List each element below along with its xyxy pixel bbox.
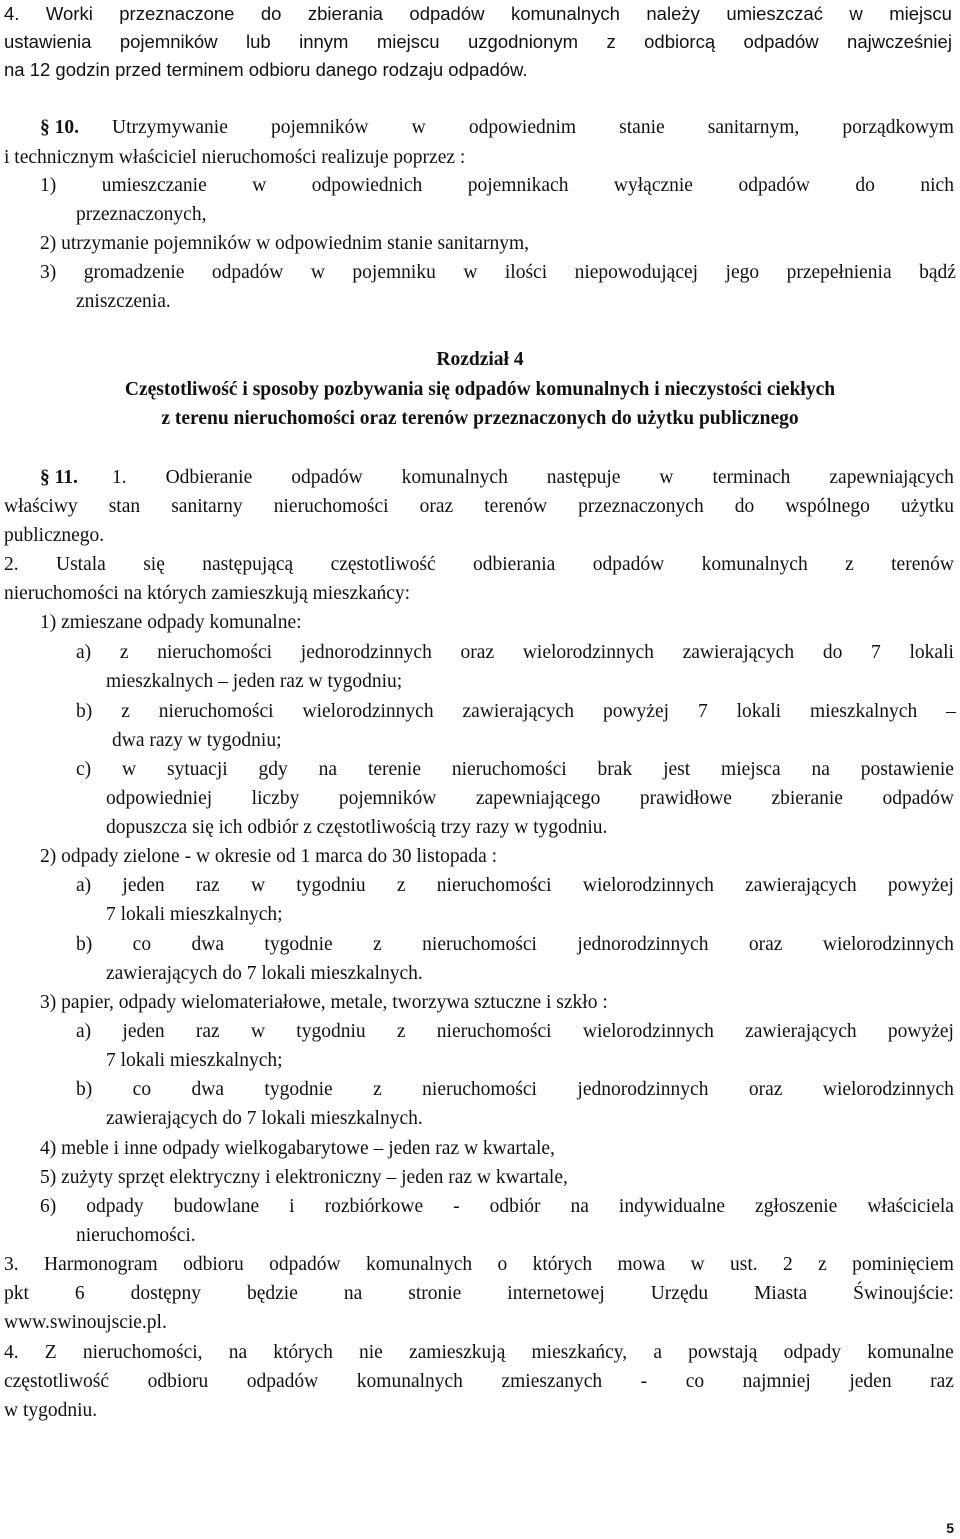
- word: wyłącznie: [613, 175, 693, 196]
- word: komunalnych: [365, 1254, 473, 1275]
- word: powyżej: [602, 701, 670, 722]
- word: odpady: [86, 1196, 144, 1217]
- word: przeznaczone: [119, 3, 235, 24]
- word: o: [497, 1254, 508, 1275]
- word: miejscu: [376, 31, 440, 52]
- word: się: [143, 554, 165, 575]
- word: odbierania: [473, 554, 556, 575]
- word: z: [373, 934, 382, 955]
- word: w: [849, 3, 863, 24]
- word: będzie: [247, 1283, 298, 1304]
- word: do: [734, 496, 755, 517]
- text-line: [106, 787, 954, 811]
- word: lub: [245, 31, 271, 52]
- word: Harmonogram: [43, 1254, 158, 1275]
- word: bądź: [919, 262, 956, 283]
- section-mark: § 11.: [40, 467, 78, 488]
- word: powstają: [688, 1342, 758, 1363]
- text-line: publicznego.: [4, 525, 105, 546]
- word: jeden: [122, 875, 165, 896]
- text-line: 7 lokali mieszkalnych;: [106, 904, 283, 925]
- word: -: [453, 1196, 460, 1217]
- list-item: 2) odpady zielone - w okresie od 1 marca do 30 listopada :: [40, 846, 498, 867]
- word: wielorodzinnych: [822, 934, 954, 955]
- word: dwa: [191, 1079, 224, 1100]
- list-item: 1) zmieszane odpady komunalne:: [40, 612, 302, 633]
- word: tygodnie: [264, 1079, 333, 1100]
- text-line: [4, 1341, 954, 1365]
- word: wielorodzinnych: [302, 701, 434, 722]
- word: co: [685, 1371, 705, 1392]
- word: prawidłowe: [639, 788, 732, 809]
- word: liczby: [251, 788, 300, 809]
- text-line: 7 lokali mieszkalnych;: [106, 1050, 283, 1071]
- word: zawierających: [745, 1021, 857, 1042]
- word: odpadów: [882, 788, 954, 809]
- word: uzgodnionym: [468, 31, 579, 52]
- word: –: [946, 701, 956, 722]
- word: przepełnienia: [786, 262, 892, 283]
- word: odpowiedniej: [106, 788, 213, 809]
- list-item: [76, 700, 956, 724]
- text-line: [112, 116, 954, 140]
- word: komunalnych: [401, 467, 508, 488]
- word: pominięciem: [852, 1254, 954, 1275]
- word: b): [76, 1079, 93, 1100]
- word: pkt: [4, 1283, 29, 1304]
- word: wspólnego: [785, 496, 870, 517]
- word: z: [121, 701, 130, 722]
- word: oraz: [419, 496, 454, 517]
- list-item: [76, 1020, 954, 1044]
- word: Świnoujście:: [853, 1283, 954, 1304]
- word: nieruchomości: [158, 701, 274, 722]
- word: użytku: [900, 496, 954, 517]
- word: w: [310, 262, 325, 283]
- word: zapewniającego: [475, 788, 601, 809]
- text-line: nieruchomości na których zamieszkują mieszkańcy:: [4, 583, 411, 604]
- word: na: [318, 759, 338, 780]
- word: niepowodującej: [574, 262, 699, 283]
- word: najwcześniej: [847, 31, 952, 52]
- word: co: [132, 934, 152, 955]
- list-item: [40, 174, 954, 198]
- word: stanie: [619, 117, 665, 138]
- word: b): [76, 701, 93, 722]
- word: powyżej: [887, 1021, 954, 1042]
- word: nieruchomości: [422, 1079, 537, 1100]
- word: następującą: [202, 554, 294, 575]
- word: 4.: [4, 3, 20, 24]
- word: oraz: [460, 642, 495, 663]
- word: a): [76, 642, 92, 663]
- word: z: [606, 31, 616, 52]
- chapter-title: z terenu nieruchomości oraz terenów przeznaczonych do użytku publicznego: [161, 408, 799, 429]
- word: najmniej: [742, 1371, 811, 1392]
- word: w: [659, 467, 674, 488]
- word: wielorodzinnych: [822, 1079, 954, 1100]
- word: sanitarnym,: [707, 117, 800, 138]
- word: miejsca: [721, 759, 781, 780]
- text-line: [112, 466, 954, 490]
- word: których: [273, 1342, 333, 1363]
- word: mieszkańcy,: [531, 1342, 628, 1363]
- word: sanitarny: [171, 496, 243, 517]
- word: z: [818, 1254, 827, 1275]
- list-item: 5) zużyty sprzęt elektryczny i elektroniczny – jeden raz w kwartale,: [40, 1167, 568, 1188]
- chapter-heading: Rozdział 4: [436, 349, 524, 370]
- chapter-title: Częstotliwość i sposoby pozbywania się odpadów komunalnych i nieczystości ciekłych: [124, 379, 836, 400]
- word: 6: [74, 1283, 85, 1304]
- text-line: [4, 553, 954, 577]
- word: zawierających: [745, 875, 857, 896]
- word: 1.: [112, 467, 127, 488]
- text-line: [4, 495, 954, 519]
- word: i: [289, 1196, 295, 1217]
- word: na: [570, 1196, 589, 1217]
- text-line: nieruchomości.: [76, 1225, 196, 1246]
- word: tygodniu: [296, 875, 366, 896]
- word: lokali: [736, 701, 782, 722]
- word: pojemnikach: [467, 175, 569, 196]
- text-line: i technicznym właściciel nieruchomości realizuje poprzez :: [4, 147, 466, 168]
- word: c): [76, 759, 92, 780]
- word: z: [845, 554, 854, 575]
- word: raz: [930, 1371, 954, 1392]
- word: częstotliwość: [4, 1371, 110, 1392]
- word: przeznaczonych: [578, 496, 704, 517]
- word: Worki: [45, 3, 93, 24]
- word: gdy: [258, 759, 288, 780]
- word: innym: [299, 31, 349, 52]
- word: w: [252, 175, 267, 196]
- word: postawienie: [860, 759, 954, 780]
- word: odpadów: [743, 31, 819, 52]
- word: zmieszanych: [501, 1371, 603, 1392]
- word: nie: [359, 1342, 383, 1363]
- word: raz: [195, 875, 220, 896]
- word: tygodniu: [296, 1021, 366, 1042]
- list-item: [40, 261, 956, 285]
- word: pojemników: [119, 31, 218, 52]
- word: odbiór: [489, 1196, 541, 1217]
- word: mieszkalnych: [810, 701, 918, 722]
- word: zamieszkują: [408, 1342, 506, 1363]
- word: umieszczać: [726, 3, 823, 24]
- word: nieruchomości: [451, 759, 567, 780]
- word: na: [343, 1283, 363, 1304]
- word: w: [463, 262, 478, 283]
- word: 7: [697, 701, 708, 722]
- word: pojemniku: [352, 262, 436, 283]
- word: powyżej: [887, 875, 954, 896]
- word: jednorodzinnych: [577, 934, 709, 955]
- word: jego: [725, 262, 760, 283]
- word: 6): [40, 1196, 57, 1217]
- word: odpadów: [592, 554, 665, 575]
- section-mark: § 10.: [40, 117, 79, 138]
- word: jednorodzinnych: [577, 1079, 709, 1100]
- word: 2.: [4, 554, 19, 575]
- text-line: mieszkalnych – jeden raz w tygodniu;: [106, 671, 403, 692]
- word: do: [260, 3, 282, 24]
- word: zbierania: [307, 3, 383, 24]
- word: w: [250, 1021, 266, 1042]
- word: tygodnie: [264, 934, 333, 955]
- word: miejscu: [889, 3, 952, 24]
- word: raz: [195, 1021, 220, 1042]
- word: porządkowym: [842, 117, 954, 138]
- word: wielorodzinnych: [582, 875, 714, 896]
- text-line: zniszczenia.: [76, 291, 171, 312]
- word: ilości: [504, 262, 548, 283]
- word: dostępny: [130, 1283, 202, 1304]
- word: jeden: [849, 1371, 892, 1392]
- word: 4.: [4, 1342, 19, 1363]
- word: nieruchomości: [436, 875, 552, 896]
- word: Miasta: [754, 1283, 808, 1304]
- word: odbiorcą: [644, 31, 716, 52]
- word: terenów: [484, 496, 548, 517]
- word: częstotliwość: [330, 554, 436, 575]
- word: terenie: [367, 759, 421, 780]
- word: stronie: [408, 1283, 462, 1304]
- word: oraz: [748, 1079, 783, 1100]
- word: nieruchomości,: [82, 1342, 203, 1363]
- text-line: na 12 godzin przed terminem odbioru danego rodzaju odpadów.: [4, 59, 528, 80]
- word: jeden: [122, 1021, 165, 1042]
- word: na: [811, 759, 830, 780]
- word: co: [132, 1079, 152, 1100]
- word: wielorodzinnych: [522, 642, 654, 663]
- word: nieruchomości: [157, 642, 273, 663]
- text-line: [4, 1282, 954, 1306]
- word: odpady: [783, 1342, 842, 1363]
- word: oraz: [748, 934, 783, 955]
- word: komunalnych: [701, 554, 808, 575]
- word: komunalnych: [510, 3, 620, 24]
- word: odpadów: [291, 467, 363, 488]
- word: nich: [920, 175, 954, 196]
- word: zgłoszenie: [755, 1196, 838, 1217]
- word: nieruchomości: [422, 934, 537, 955]
- text-line: zawierających do 7 lokali mieszkalnych.: [106, 963, 423, 984]
- word: ustawienia: [4, 31, 92, 52]
- word: do: [822, 642, 843, 663]
- word: umieszczanie: [101, 175, 207, 196]
- text-line: [4, 2, 952, 26]
- word: a): [76, 875, 92, 896]
- word: odpowiednim: [468, 117, 577, 138]
- word: zawierających: [462, 701, 575, 722]
- word: brak: [597, 759, 633, 780]
- list-item: 2) utrzymanie pojemników w odpowiednim stanie sanitarnym,: [40, 233, 530, 254]
- word: Utrzymywanie: [112, 117, 228, 138]
- list-item: [76, 1078, 954, 1102]
- word: z: [119, 642, 129, 663]
- text-line: zawierających do 7 lokali mieszkalnych.: [106, 1108, 423, 1129]
- word: następuje: [546, 467, 621, 488]
- word: gromadzenie: [83, 262, 185, 283]
- word: pojemników: [338, 788, 437, 809]
- word: właściciela: [867, 1196, 954, 1217]
- text-line: [4, 1253, 954, 1277]
- website-link[interactable]: www.swinoujscie.pl.: [4, 1312, 167, 1333]
- word: komunalne: [867, 1342, 954, 1363]
- word: z: [396, 875, 406, 896]
- word: 7: [871, 642, 881, 663]
- word: odpadów: [269, 1254, 341, 1275]
- word: nieruchomości: [273, 496, 389, 517]
- word: zapewniających: [829, 467, 954, 488]
- word: 3.: [4, 1254, 19, 1275]
- list-item: [76, 874, 954, 898]
- word: w: [690, 1254, 705, 1275]
- text-line: w tygodniu.: [4, 1400, 98, 1421]
- word: pojemników: [271, 117, 369, 138]
- list-item: 3) papier, odpady wielomateriałowe, metale, tworzywa sztuczne i szkło :: [40, 992, 608, 1013]
- word: budowlane: [173, 1196, 260, 1217]
- word: 1): [40, 175, 57, 196]
- list-item: [76, 641, 954, 665]
- list-item: 4) meble i inne odpady wielkogabarytowe – jeden raz w kwartale,: [40, 1138, 555, 1159]
- word: odpadów: [246, 1371, 319, 1392]
- word: właściwy: [4, 496, 78, 517]
- word: odbioru: [183, 1254, 244, 1275]
- page-number: 5: [946, 1520, 954, 1536]
- word: odpadów: [409, 3, 485, 24]
- word: a: [653, 1342, 662, 1363]
- list-item: [40, 1195, 954, 1219]
- text-line: dwa razy w tygodniu;: [112, 730, 282, 751]
- word: odpadów: [211, 262, 284, 283]
- list-item: [76, 758, 954, 782]
- word: dwa: [191, 934, 224, 955]
- word: odbioru: [147, 1371, 209, 1392]
- word: nieruchomości: [436, 1021, 552, 1042]
- word: indywidualne: [618, 1196, 726, 1217]
- text-line: [4, 30, 952, 54]
- word: wielorodzinnych: [582, 1021, 714, 1042]
- word: z: [396, 1021, 406, 1042]
- word: zawierających: [682, 642, 795, 663]
- word: sytuacji: [167, 759, 228, 780]
- word: jest: [663, 759, 691, 780]
- text-line: [4, 1370, 954, 1394]
- word: Z: [44, 1342, 57, 1363]
- word: należy: [646, 3, 700, 24]
- text-line: dopuszcza się ich odbiór z częstotliwością trzy razy w tygodniu.: [106, 817, 608, 838]
- word: -: [640, 1371, 648, 1392]
- word: Odbieranie: [165, 467, 253, 488]
- word: których: [532, 1254, 593, 1275]
- word: z: [373, 1079, 382, 1100]
- word: lokali: [909, 642, 954, 663]
- word: zbieranie: [771, 788, 843, 809]
- word: na: [228, 1342, 248, 1363]
- text-line: przeznaczonych,: [76, 204, 207, 225]
- word: w: [411, 117, 426, 138]
- word: odpowiednich: [311, 175, 423, 196]
- word: rozbiórkowe: [324, 1196, 424, 1217]
- word: do: [855, 175, 875, 196]
- word: jednorodzinnych: [300, 642, 432, 663]
- word: w: [122, 759, 137, 780]
- word: mowa: [617, 1254, 666, 1275]
- word: 3): [40, 262, 57, 283]
- word: internetowej: [507, 1283, 605, 1304]
- word: a): [76, 1021, 92, 1042]
- word: stan: [108, 496, 141, 517]
- word: b): [76, 934, 93, 955]
- word: Ustala: [56, 554, 106, 575]
- word: ust.: [729, 1254, 758, 1275]
- word: Urzędu: [650, 1283, 709, 1304]
- word: terenów: [891, 554, 954, 575]
- word: terminach: [712, 467, 791, 488]
- word: odpadów: [738, 175, 810, 196]
- word: komunalnych: [356, 1371, 463, 1392]
- list-item: [76, 933, 954, 957]
- word: 2: [782, 1254, 793, 1275]
- word: w: [250, 875, 266, 896]
